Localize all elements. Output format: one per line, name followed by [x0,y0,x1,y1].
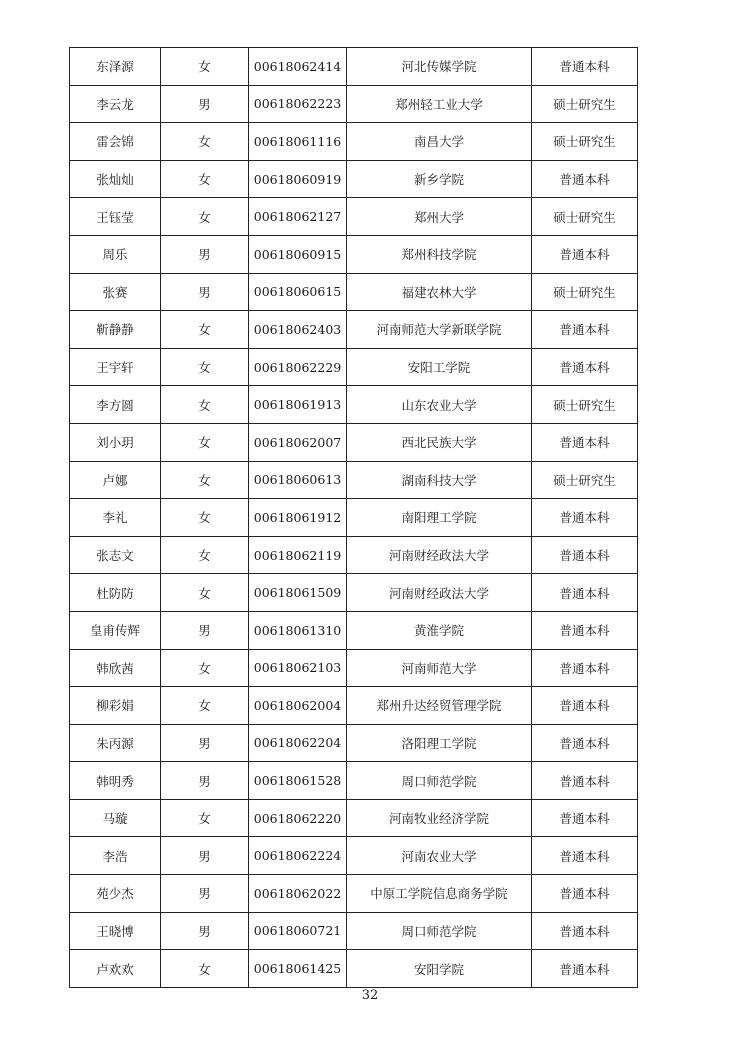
candidate-sex-cell: 女 [161,687,249,725]
page-number: 32 [361,988,379,1003]
candidate-sex-cell: 男 [161,611,249,649]
table-row [70,48,638,86]
candidate-school-cell: 郑州轻工业大学 [347,85,532,123]
candidate-name-cell: 靳静静 [70,311,161,349]
candidate-degree-cell: 普通本科 [532,235,638,273]
candidate-id-cell: 00618062127 [249,198,347,236]
candidate-sex-cell: 女 [161,649,249,687]
candidate-name-cell: 东泽源 [70,48,161,86]
candidate-school-cell: 南昌大学 [347,123,532,161]
candidate-school-cell: 黄淮学院 [347,611,532,649]
table-row [70,273,638,311]
candidate-name-cell: 马璇 [70,799,161,837]
candidate-sex-cell: 女 [161,574,249,612]
candidate-name-cell: 李浩 [70,837,161,875]
candidate-name-cell: 李云龙 [70,85,161,123]
candidate-id-cell: 00618062414 [249,48,347,86]
candidate-degree-cell: 普通本科 [532,48,638,86]
candidate-sex-cell: 女 [161,799,249,837]
candidate-name-cell: 柳彩娟 [70,687,161,725]
candidate-sex-cell: 女 [161,499,249,537]
table-row [70,912,638,950]
candidate-degree-cell: 硕士研究生 [532,85,638,123]
candidate-school-cell: 山东农业大学 [347,386,532,424]
candidate-degree-cell: 普通本科 [532,611,638,649]
candidate-degree-cell: 普通本科 [532,799,638,837]
candidate-name-cell: 朱丙源 [70,724,161,762]
candidate-name-cell: 雷会锦 [70,123,161,161]
candidate-school-cell: 新乡学院 [347,160,532,198]
candidate-sex-cell: 男 [161,85,249,123]
candidate-table-container [69,47,637,988]
table-row [70,611,638,649]
candidate-sex-cell: 男 [161,912,249,950]
candidate-school-cell: 郑州大学 [347,198,532,236]
table-row [70,160,638,198]
candidate-degree-cell: 普通本科 [532,950,638,988]
candidate-school-cell: 河南师范大学 [347,649,532,687]
candidate-name-cell: 苑少杰 [70,875,161,913]
table-row [70,536,638,574]
candidate-id-cell: 00618062403 [249,311,347,349]
table-row [70,461,638,499]
candidate-degree-cell: 普通本科 [532,837,638,875]
candidate-sex-cell: 男 [161,273,249,311]
candidate-name-cell: 杜防防 [70,574,161,612]
candidate-school-cell: 安阳学院 [347,950,532,988]
candidate-degree-cell: 普通本科 [532,875,638,913]
candidate-sex-cell: 女 [161,386,249,424]
candidate-degree-cell: 普通本科 [532,574,638,612]
candidate-school-cell: 湖南科技大学 [347,461,532,499]
candidate-degree-cell: 硕士研究生 [532,273,638,311]
table-row [70,762,638,800]
candidate-id-cell: 00618062229 [249,348,347,386]
candidate-id-cell: 00618060915 [249,235,347,273]
candidate-id-cell: 00618060613 [249,461,347,499]
candidate-degree-cell: 普通本科 [532,762,638,800]
candidate-id-cell: 00618062007 [249,423,347,461]
candidate-sex-cell: 男 [161,875,249,913]
candidate-id-cell: 00618061310 [249,611,347,649]
candidate-school-cell: 福建农林大学 [347,273,532,311]
candidate-table-body [70,48,638,988]
candidate-school-cell: 河南师范大学新联学院 [347,311,532,349]
table-row [70,423,638,461]
table-row [70,574,638,612]
candidate-id-cell: 00618061913 [249,386,347,424]
candidate-school-cell: 郑州科技学院 [347,235,532,273]
table-row [70,85,638,123]
candidate-name-cell: 王钰莹 [70,198,161,236]
candidate-degree-cell: 普通本科 [532,499,638,537]
candidate-id-cell: 00618062119 [249,536,347,574]
candidate-id-cell: 00618061425 [249,950,347,988]
candidate-sex-cell: 男 [161,762,249,800]
candidate-name-cell: 卢娜 [70,461,161,499]
candidate-degree-cell: 普通本科 [532,423,638,461]
candidate-sex-cell: 男 [161,837,249,875]
candidate-school-cell: 河南财经政法大学 [347,536,532,574]
table-row [70,123,638,161]
candidate-sex-cell: 女 [161,48,249,86]
candidate-degree-cell: 普通本科 [532,687,638,725]
candidate-sex-cell: 女 [161,348,249,386]
candidate-sex-cell: 女 [161,423,249,461]
candidate-name-cell: 李方圆 [70,386,161,424]
candidate-school-cell: 河北传媒学院 [347,48,532,86]
candidate-name-cell: 韩欣茜 [70,649,161,687]
candidate-name-cell: 周乐 [70,235,161,273]
candidate-school-cell: 河南财经政法大学 [347,574,532,612]
candidate-id-cell: 00618062022 [249,875,347,913]
candidate-id-cell: 00618060615 [249,273,347,311]
candidate-name-cell: 王晓博 [70,912,161,950]
candidate-sex-cell: 女 [161,311,249,349]
candidate-id-cell: 00618060919 [249,160,347,198]
candidate-degree-cell: 普通本科 [532,536,638,574]
candidate-degree-cell: 普通本科 [532,348,638,386]
candidate-name-cell: 李礼 [70,499,161,537]
candidate-sex-cell: 女 [161,461,249,499]
candidate-degree-cell: 硕士研究生 [532,198,638,236]
table-row [70,311,638,349]
candidate-name-cell: 张灿灿 [70,160,161,198]
candidate-id-cell: 00618061509 [249,574,347,612]
candidate-degree-cell: 硕士研究生 [532,386,638,424]
candidate-name-cell: 王宇轩 [70,348,161,386]
candidate-id-cell: 00618062004 [249,687,347,725]
candidate-degree-cell: 硕士研究生 [532,123,638,161]
candidate-id-cell: 00618062223 [249,85,347,123]
candidate-school-cell: 周口师范学院 [347,762,532,800]
candidate-name-cell: 张志文 [70,536,161,574]
table-row [70,198,638,236]
candidate-sex-cell: 男 [161,235,249,273]
candidate-sex-cell: 女 [161,198,249,236]
candidate-school-cell: 周口师范学院 [347,912,532,950]
candidate-degree-cell: 硕士研究生 [532,461,638,499]
candidate-degree-cell: 普通本科 [532,912,638,950]
table-row [70,499,638,537]
table-row [70,386,638,424]
table-row [70,235,638,273]
candidate-name-cell: 刘小玥 [70,423,161,461]
candidate-id-cell: 00618062220 [249,799,347,837]
table-row [70,950,638,988]
candidate-id-cell: 00618060721 [249,912,347,950]
table-row [70,687,638,725]
candidate-sex-cell: 女 [161,950,249,988]
candidate-degree-cell: 普通本科 [532,724,638,762]
table-row [70,649,638,687]
candidate-id-cell: 00618061116 [249,123,347,161]
table-row [70,724,638,762]
candidate-sex-cell: 女 [161,160,249,198]
candidate-school-cell: 中原工学院信息商务学院 [347,875,532,913]
table-row [70,875,638,913]
candidate-table [69,47,638,988]
table-row [70,799,638,837]
candidate-id-cell: 00618062224 [249,837,347,875]
candidate-name-cell: 卢欢欢 [70,950,161,988]
candidate-id-cell: 00618062204 [249,724,347,762]
table-row [70,837,638,875]
candidate-school-cell: 河南农业大学 [347,837,532,875]
candidate-degree-cell: 普通本科 [532,160,638,198]
candidate-school-cell: 河南牧业经济学院 [347,799,532,837]
table-row [70,348,638,386]
candidate-sex-cell: 男 [161,724,249,762]
candidate-degree-cell: 普通本科 [532,311,638,349]
candidate-school-cell: 洛阳理工学院 [347,724,532,762]
candidate-id-cell: 00618061912 [249,499,347,537]
candidate-degree-cell: 普通本科 [532,649,638,687]
candidate-school-cell: 西北民族大学 [347,423,532,461]
candidate-name-cell: 韩明秀 [70,762,161,800]
candidate-name-cell: 皇甫传辉 [70,611,161,649]
candidate-school-cell: 安阳工学院 [347,348,532,386]
candidate-name-cell: 张赛 [70,273,161,311]
candidate-school-cell: 郑州升达经贸管理学院 [347,687,532,725]
candidate-id-cell: 00618061528 [249,762,347,800]
candidate-sex-cell: 女 [161,123,249,161]
candidate-id-cell: 00618062103 [249,649,347,687]
candidate-school-cell: 南阳理工学院 [347,499,532,537]
candidate-sex-cell: 女 [161,536,249,574]
